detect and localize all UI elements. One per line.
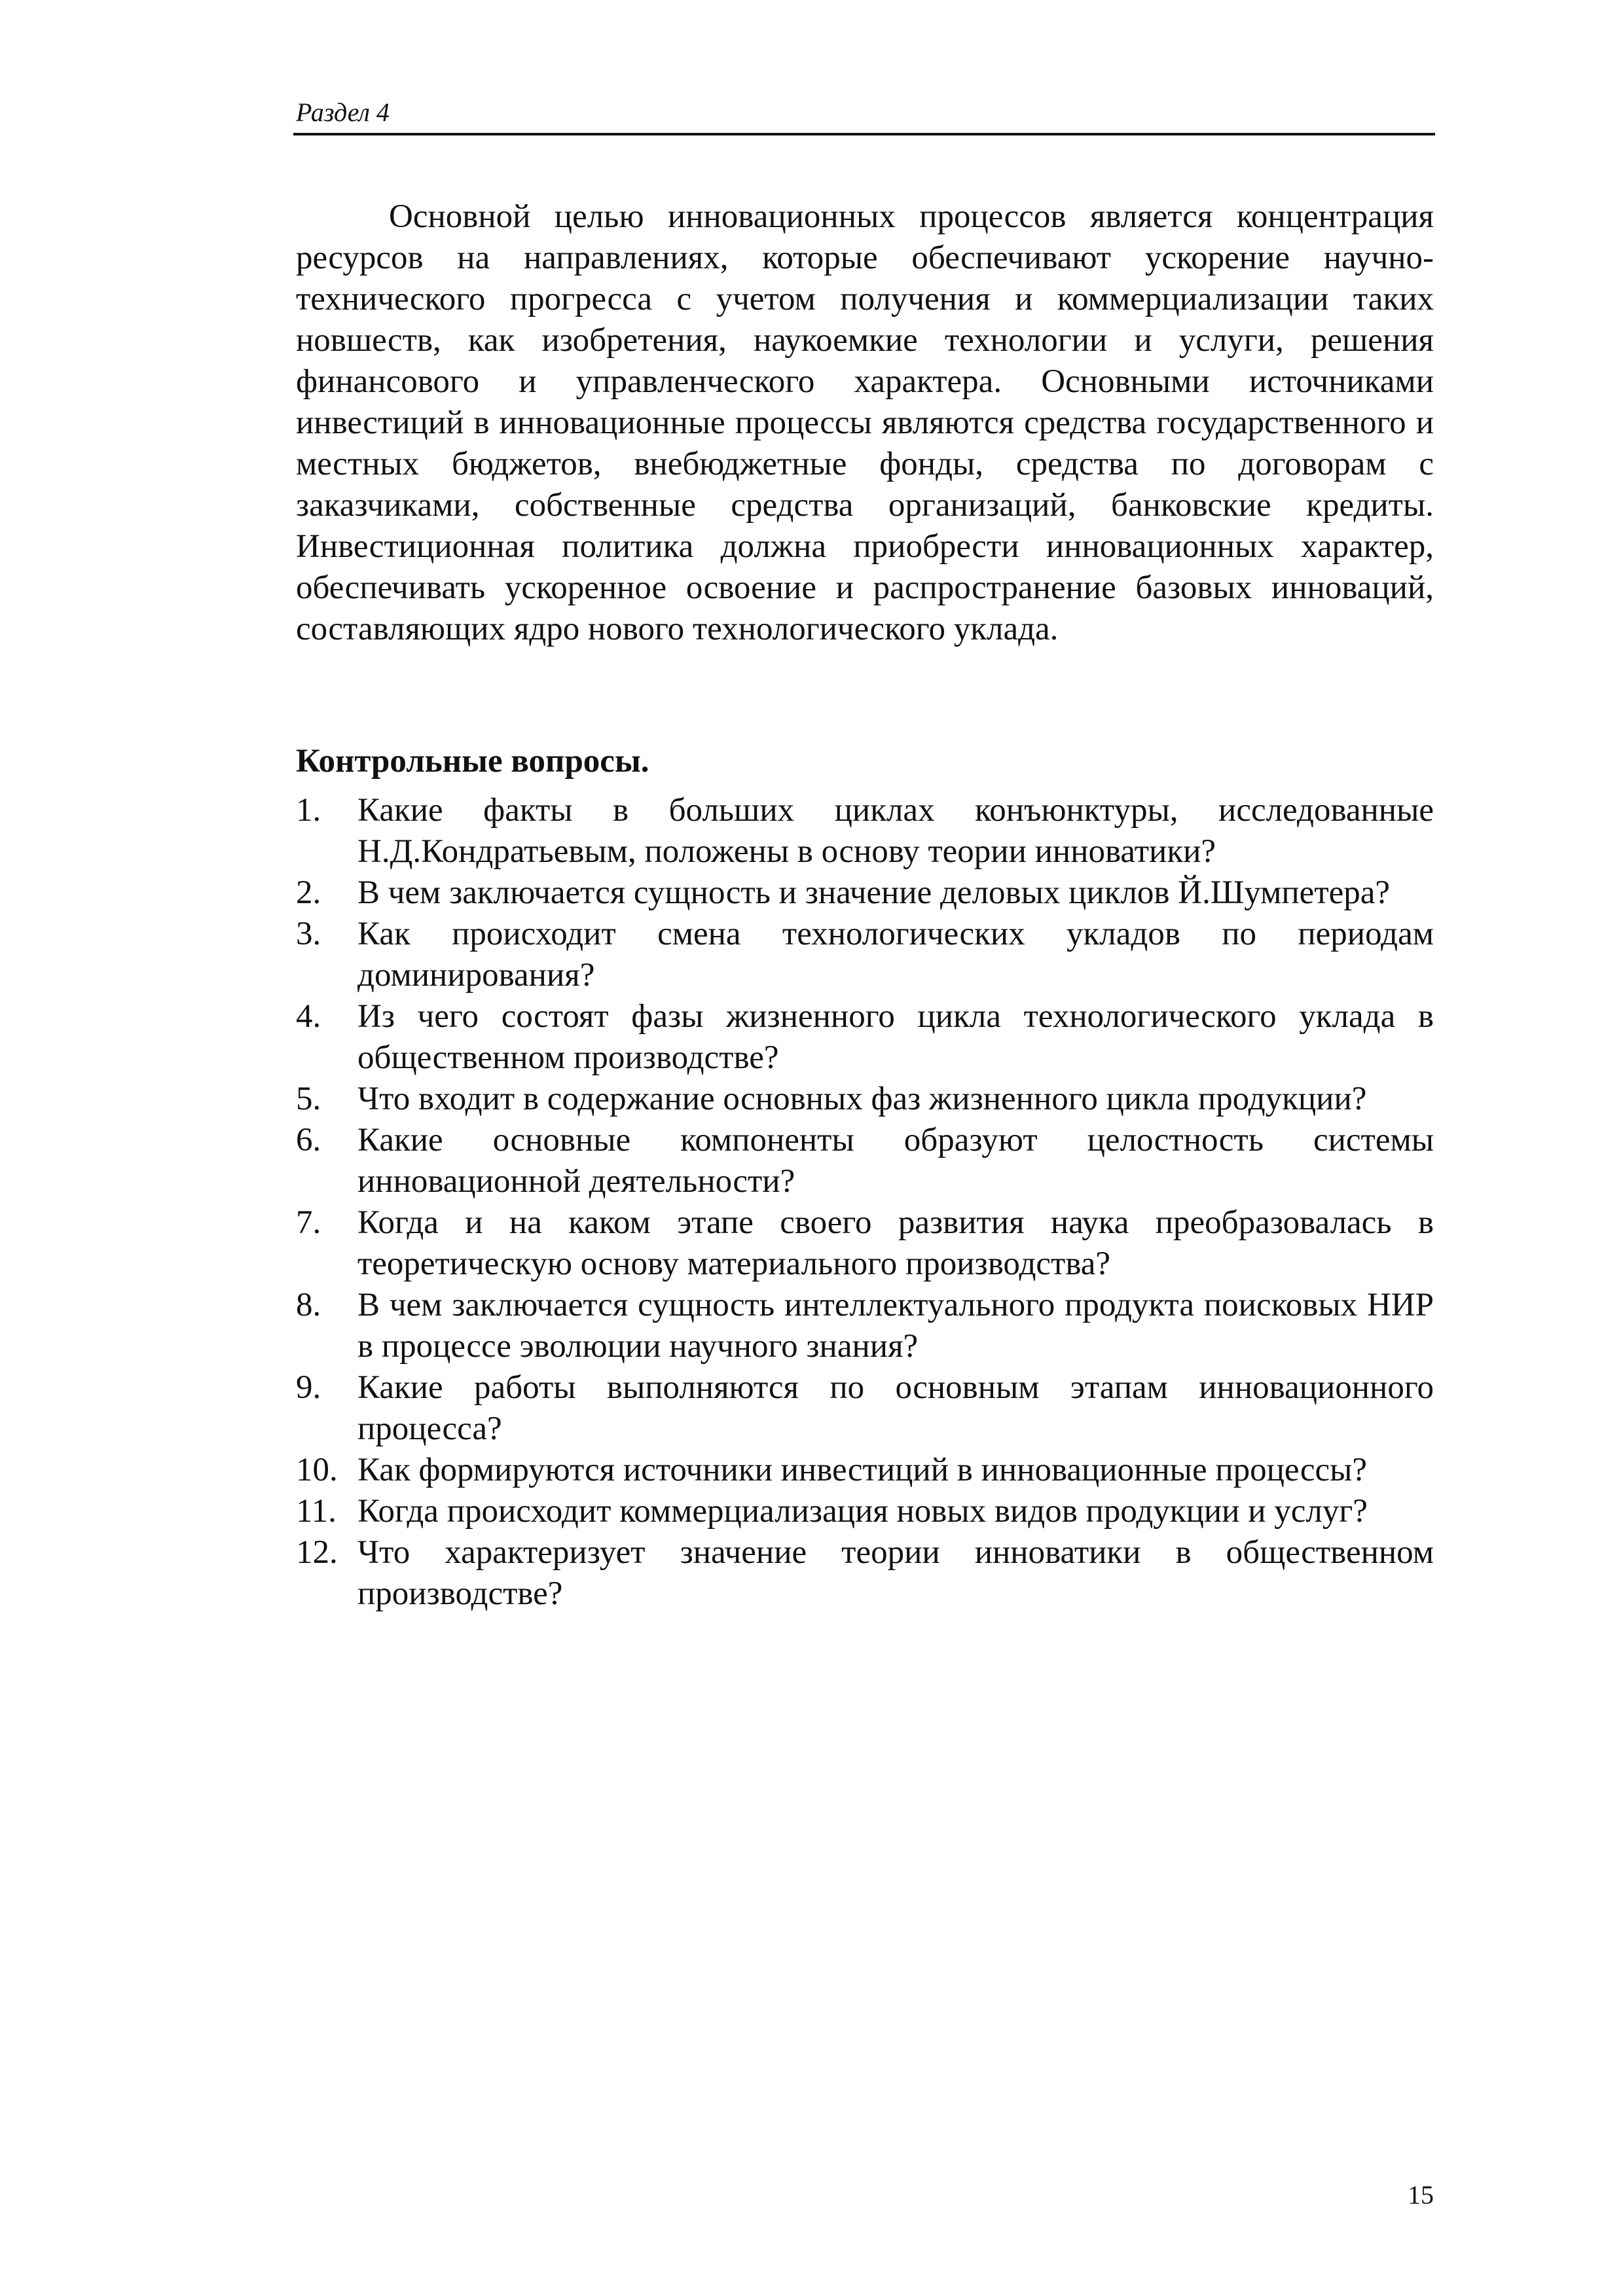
body-paragraph: Основной целью инновационных процессов является концентрация ресурсов на направлениях, которые обеспечивают ускорение научно-технического прогресса с учетом получения и коммерциализации таких новшеств, как изобретения, наукоемкие технологии и услуги, решения финансового и управленческого характера. Основными источниками инвестиций в инновационные процессы являются средства государственного и местных бюджетов, внебюджетные фонды, средства по договорам с заказчиками, собственные средства организаций, банковские кредиты. Инвестиционная политика должна приобрести инновационных характер, обеспечивать ускоренное освоение и распространение базовых инноваций, составляющих ядро нового технологического уклада. — [296, 198, 1434, 647]
page-number: 15 — [1408, 2180, 1434, 2210]
running-header: Раздел 4 — [296, 98, 390, 127]
question-number: 6. — [296, 1122, 321, 1158]
question-item-12 — [296, 1532, 1434, 1615]
questions-list — [296, 790, 1434, 1615]
question-number: 7. — [296, 1204, 321, 1241]
question-text: Как происходит смена технологических укладов по периодам доминирования? — [357, 916, 1434, 994]
question-number: 1. — [296, 792, 321, 829]
section-heading: Контрольные вопросы. — [296, 743, 649, 780]
question-item-2 — [296, 872, 1434, 914]
question-number: 12. — [296, 1534, 338, 1571]
question-text: Что характеризует значение теории инноватики в общественном производстве? — [357, 1534, 1434, 1612]
question-number: 8. — [296, 1287, 321, 1323]
question-number: 5. — [296, 1081, 321, 1117]
question-text: Какие основные компоненты образуют целостность системы инновационной деятельности? — [357, 1122, 1434, 1200]
question-item-11 — [296, 1491, 1434, 1532]
question-text: Как формируются источники инвестиций в инновационные процессы? — [357, 1452, 1368, 1488]
question-item-6 — [296, 1120, 1434, 1202]
question-item-7 — [296, 1202, 1434, 1285]
question-text: Какие факты в больших циклах конъюнктуры, исследованные Н.Д.Кондратьевым, положены в основу теории инноватики? — [357, 792, 1434, 870]
question-item-8 — [296, 1285, 1434, 1367]
question-item-9 — [296, 1367, 1434, 1450]
question-number: 9. — [296, 1369, 321, 1406]
question-number: 4. — [296, 998, 321, 1035]
question-number: 10. — [296, 1452, 338, 1488]
question-item-3 — [296, 914, 1434, 996]
question-item-4 — [296, 996, 1434, 1079]
question-text: Из чего состоят фазы жизненного цикла технологического уклада в общественном производстве? — [357, 998, 1434, 1076]
question-item-5 — [296, 1079, 1434, 1120]
question-text: Что входит в содержание основных фаз жизненного цикла продукции? — [357, 1081, 1367, 1117]
question-number: 2. — [296, 874, 321, 911]
question-number: 3. — [296, 916, 321, 952]
question-item-10 — [296, 1450, 1434, 1491]
question-text: Когда происходит коммерциализация новых видов продукции и услуг? — [357, 1493, 1368, 1530]
question-item-1 — [296, 790, 1434, 872]
question-number: 11. — [296, 1493, 337, 1530]
question-text: В чем заключается сущность интеллектуального продукта поисковых НИР в процессе эволюции научного знания? — [357, 1287, 1434, 1365]
question-text: В чем заключается сущность и значение деловых циклов Й.Шумпетера? — [357, 874, 1391, 911]
question-text: Какие работы выполняются по основным этапам инновационного процесса? — [357, 1369, 1434, 1447]
header-rule — [293, 133, 1435, 135]
question-text: Когда и на каком этапе своего развития наука преобразовалась в теоретическую основу материального производства? — [357, 1204, 1434, 1282]
